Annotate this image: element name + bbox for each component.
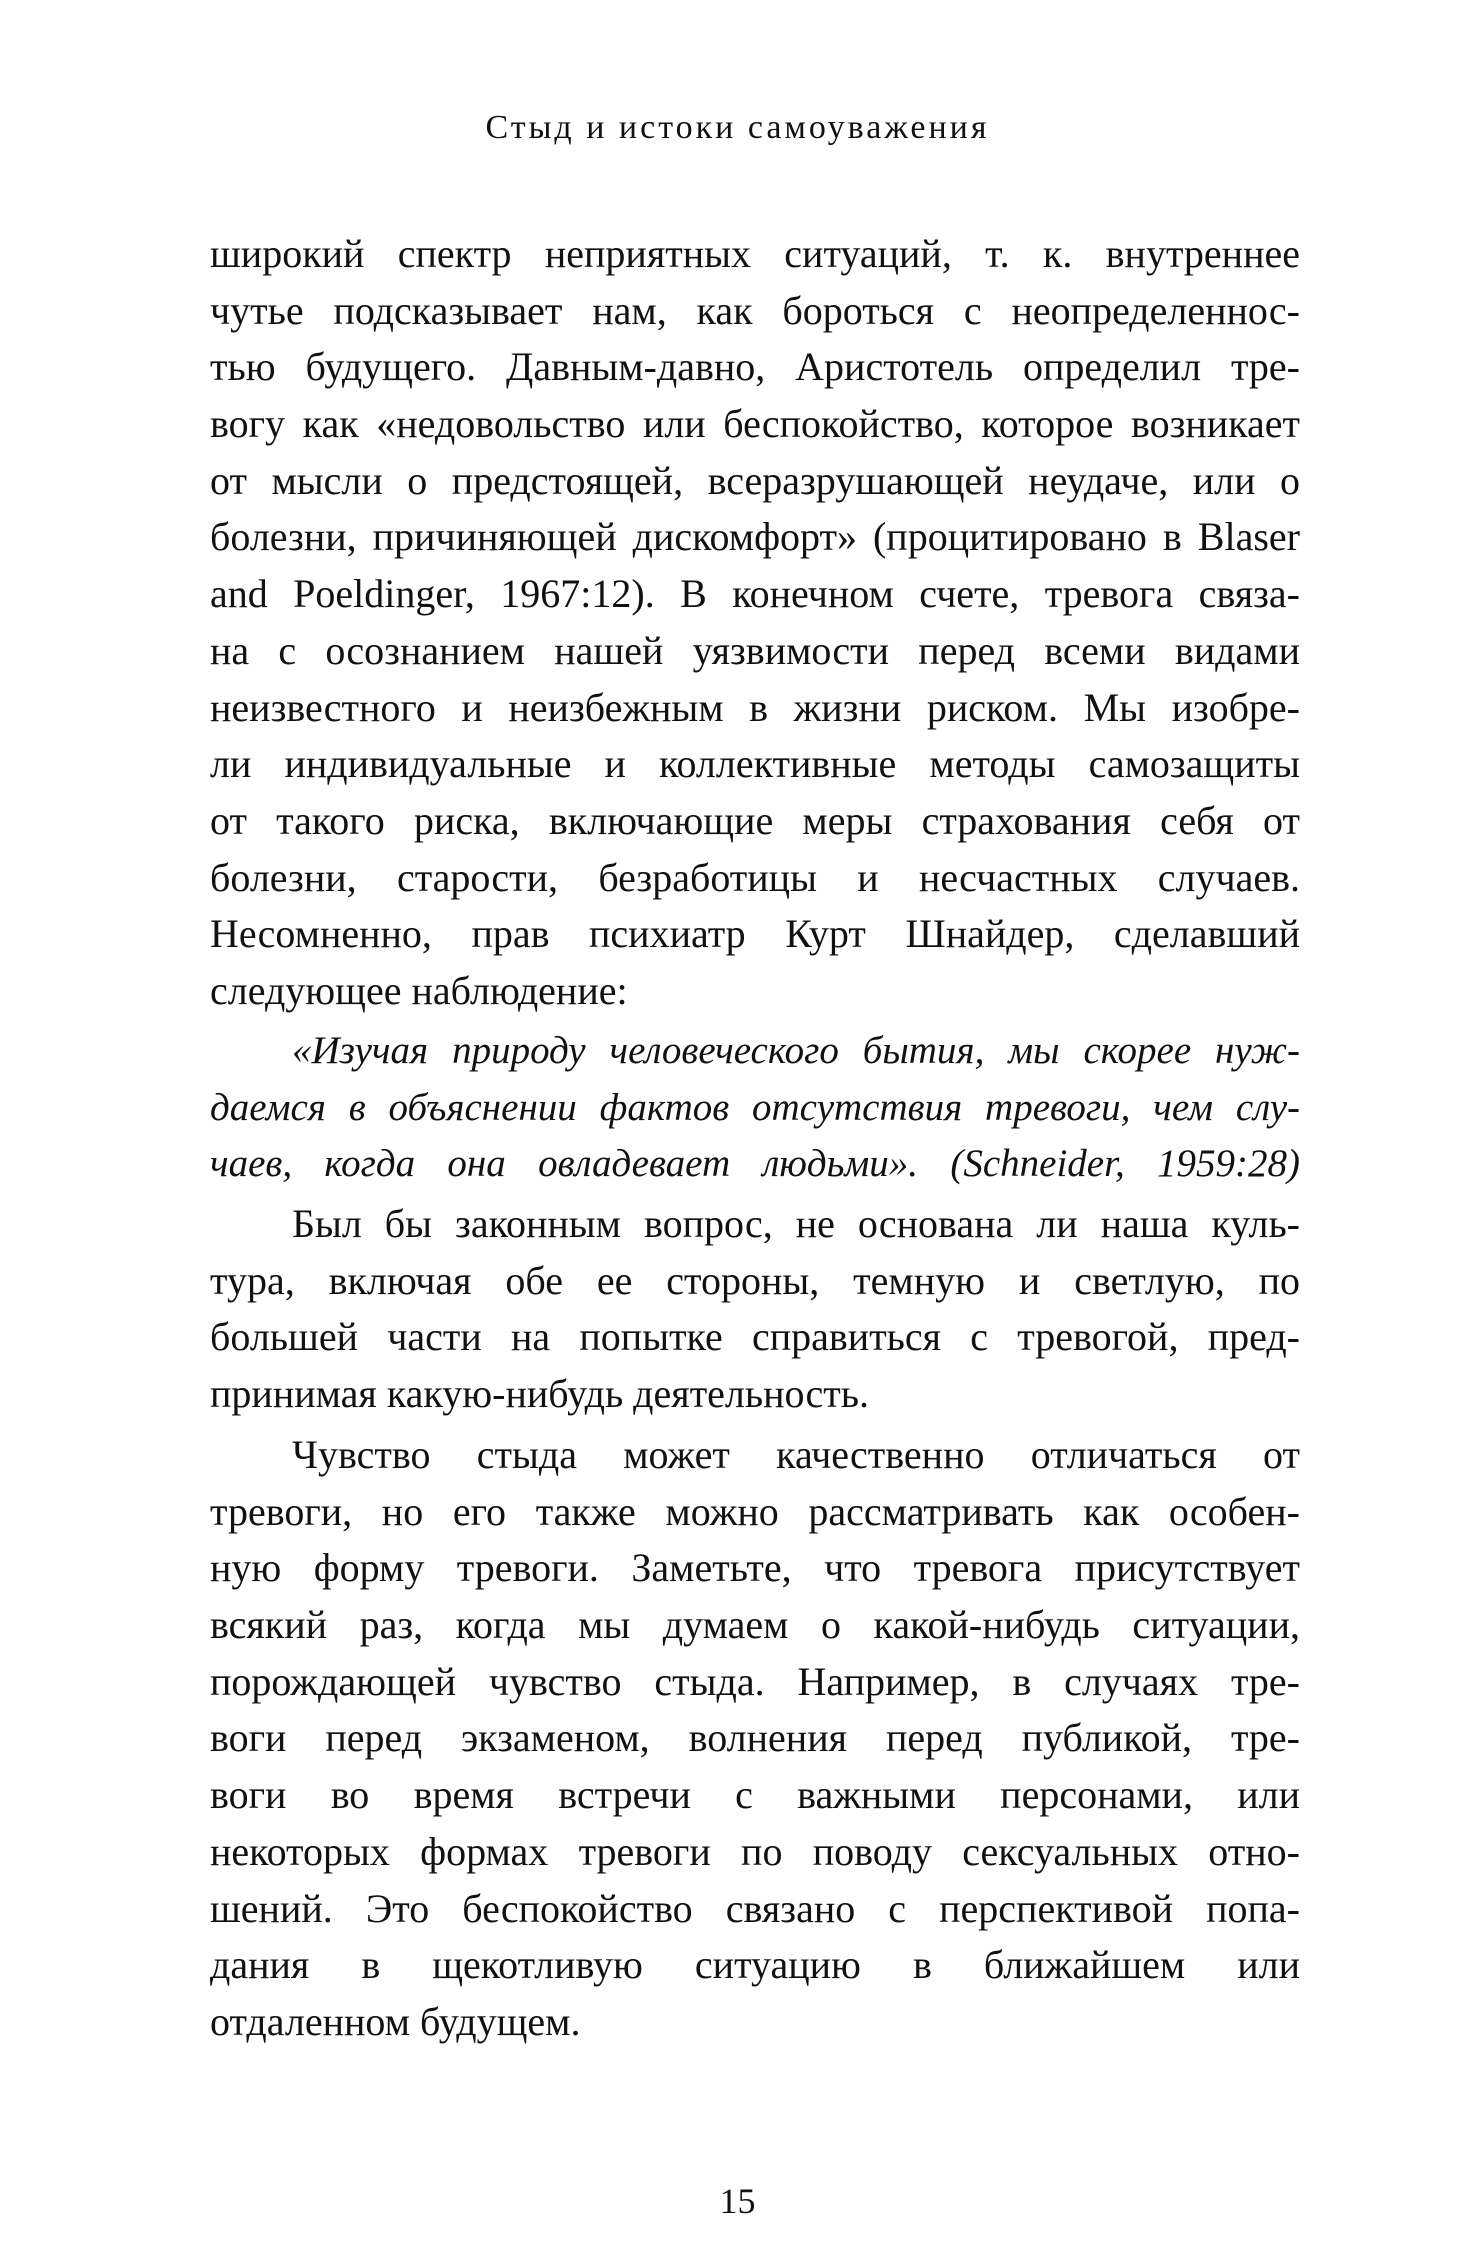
text-line: Чувство стыда может качественно отличаться от [292, 1432, 1300, 1477]
text-line: болезни, старости, безработицы и несчастных случаев. [210, 854, 1300, 900]
text-line: ли индивидуальные и коллективные методы самозащиты [210, 741, 1300, 787]
text-line: шений. Это беспокойство связано с перспективой попа- [210, 1885, 1300, 1931]
text-line: Был бы законным вопрос, не основана ли наша куль- [292, 1201, 1300, 1246]
text-line: вогу как «недовольство или беспокойство, которое возникает [210, 401, 1300, 447]
quote-line: чаев, когда она овладевает людьми». (Schneider, 1959:28) [210, 1142, 1300, 1186]
text-line: порождающей чувство стыда. Например, в случаях тре- [210, 1658, 1300, 1704]
text-line: от мысли о предстоящей, всеразрушающей неудаче, или о [210, 457, 1300, 503]
text-line: следующее наблюдение: [210, 967, 628, 1013]
text-line: всякий раз, когда мы думаем о какой-нибудь ситуации, [210, 1602, 1300, 1648]
text-line: тревоги, но его также можно рассматривать как особен- [210, 1488, 1300, 1534]
text-line: принимая какую-нибудь деятельность. [210, 1371, 870, 1417]
paragraph-2 [210, 1196, 1300, 1423]
text-line: большей части на попытке справиться с тревогой, пред- [210, 1314, 1300, 1360]
text-line: от такого риска, включающие меры страхования себя от [210, 797, 1300, 843]
text-line: некоторых формах тревоги по поводу сексуальных отно- [210, 1828, 1300, 1874]
page-number: 15 [719, 2181, 756, 2221]
quote-line: «Изучая природу человеческого бытия, мы скорее нуж- [292, 1029, 1300, 1072]
text-line: болезни, причиняющей дискомфорт» (процитировано в Blaser [210, 514, 1300, 560]
text-line: ную форму тревоги. Заметьте, что тревога присутствует [210, 1545, 1300, 1591]
text-line: широкий спектр неприятных ситуаций, т. к. внутреннее [210, 231, 1300, 276]
text-line: отдаленном будущем. [210, 1998, 581, 2044]
text-line: тью будущего. Давным-давно, Аристотель определил тре- [210, 344, 1300, 390]
text-line: and Poeldinger, 1967:12). В конечном счете, тревога связа- [210, 571, 1300, 617]
text-line: дания в щекотливую ситуацию в ближайшем или [210, 1942, 1300, 1988]
paragraph-3 [210, 1427, 1300, 2051]
quote-line: даемся в объяснении фактов отсутствия тревоги, чем слу- [210, 1085, 1300, 1129]
text-line: воги во время встречи с важными персонами, или [210, 1772, 1300, 1818]
block-quote [210, 1023, 1300, 1193]
text-line: Несомненно, прав психиатр Курт Шнайдер, сделавший [210, 911, 1300, 957]
text-line: воги перед экзаменом, волнения перед публикой, тре- [210, 1715, 1300, 1761]
text-line: тура, включая обе ее стороны, темную и светлую, по [210, 1257, 1300, 1303]
text-line: на с осознанием нашей уязвимости перед всеми видами [210, 627, 1300, 673]
text-line: неизвестного и неизбежным в жизни риском. Мы изобре- [210, 684, 1300, 730]
paragraph-1 [210, 226, 1300, 1020]
running-head: Стыд и истоки самоуважения [485, 109, 990, 146]
text-line: чутье подсказывает нам, как бороться с неопределеннос- [210, 287, 1300, 333]
